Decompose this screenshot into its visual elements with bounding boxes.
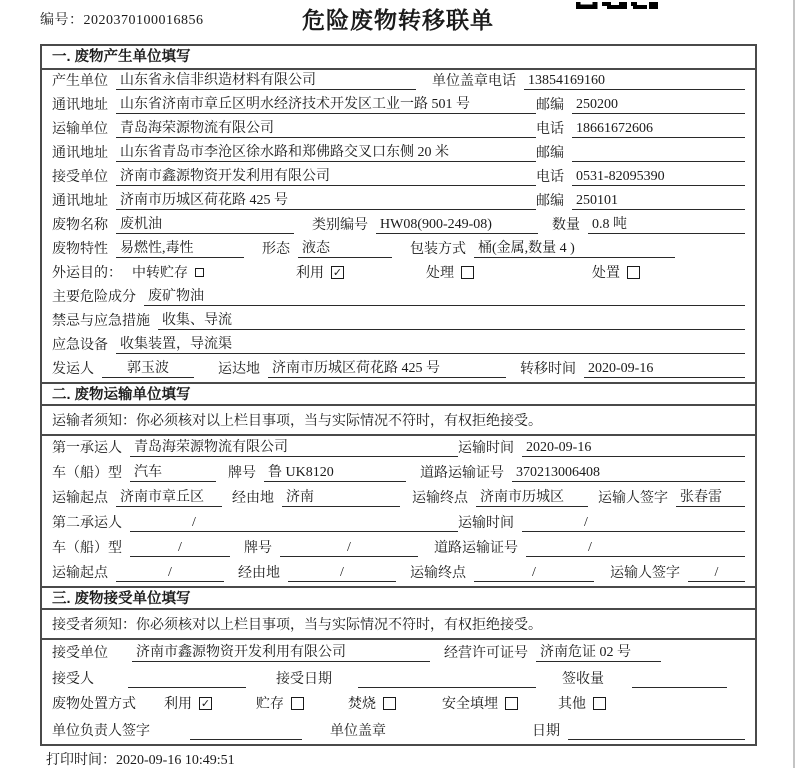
row-carrier2 (42, 511, 755, 536)
checkbox-storage (256, 693, 304, 713)
zip2-label: 邮编 (536, 146, 564, 161)
unit-seal-label: 单位盖章 (432, 74, 488, 89)
producer-value: 山东省永信非织造材料有限公司 (116, 69, 416, 90)
receiver-label: 接受单位 (52, 170, 108, 185)
addr1-value: 山东省济南市章丘区明水经济技术开发区工业一路 501 号 (116, 93, 536, 114)
origin1-label: 运输起点 (52, 491, 108, 506)
checkbox-treat-label: 处理 (426, 266, 454, 281)
permit2-label: 道路运输证号 (434, 541, 518, 556)
checkbox-storage-icon (291, 697, 304, 710)
doc-number-label: 编号： (40, 13, 84, 28)
hazard-label: 主要危险成分 (52, 290, 136, 305)
quantity-value: 0.8 吨 (588, 213, 745, 234)
checkbox-disposal-utilize-label: 利用 (164, 697, 192, 712)
accept-unit-value: 济南市鑫源物资开发利用有限公司 (132, 641, 430, 662)
checkbox-transit-storage-label: 中转贮存 (132, 266, 188, 281)
form-label: 形态 (262, 242, 290, 257)
row-acceptor (42, 666, 755, 692)
checkbox-utilize-label: 利用 (296, 266, 324, 281)
vehicle1-label: 车（船）型 (52, 466, 122, 481)
section3-header: 三. 废物接受单位填写 (42, 586, 755, 610)
checkbox-disposal-utilize-icon: ✓ (200, 696, 211, 710)
checkbox-dispose-icon (627, 266, 640, 279)
checkbox-other-icon (593, 697, 606, 710)
phone2-value: 18661672606 (572, 121, 745, 138)
vehicle2-value: / (130, 540, 230, 557)
acceptor-notice-text: 接受者须知：你必须核对以上栏目事项，当与实际情况不符时，有权拒绝接受。 (52, 618, 542, 633)
row-emergency-equipment (42, 334, 755, 358)
checkbox-other-label: 其他 (558, 697, 586, 712)
shipper-label: 发运人 (52, 362, 94, 377)
phone2-label: 电话 (536, 122, 564, 137)
row-transporter-address (42, 142, 755, 166)
permit2-value: / (526, 540, 745, 557)
page-title: 危险废物转移联单 (302, 7, 494, 33)
transporter-value: 青岛海荣源物流有限公司 (116, 117, 536, 138)
plate2-value: / (280, 540, 418, 557)
form-value: 液态 (298, 237, 392, 258)
origin2-value: / (116, 565, 224, 582)
qr-code-partial-icon (576, 0, 658, 9)
responsible-sign-value (190, 739, 302, 740)
waste-name-value: 废机油 (116, 213, 294, 234)
unit-seal2-label: 单位盖章 (330, 724, 386, 739)
dest-label: 运达地 (218, 362, 260, 377)
zip2-value (572, 161, 745, 162)
zip1-value: 250200 (572, 97, 745, 114)
row-waste-name (42, 214, 755, 238)
checkbox-incinerate-label: 焚烧 (348, 697, 376, 712)
checkbox-landfill-label: 安全填埋 (442, 697, 498, 712)
checkbox-utilize-icon: ✓ (332, 265, 343, 279)
disposal-label: 废物处置方式 (52, 697, 136, 712)
carrier2-label: 第二承运人 (52, 516, 122, 531)
row-vehicle1 (42, 461, 755, 486)
quantity-label: 数量 (552, 218, 580, 233)
plate2-label: 牌号 (244, 541, 272, 556)
checkbox-transit-storage-icon (195, 268, 204, 277)
receiver-value: 济南市鑫源物资开发利用有限公司 (116, 165, 536, 186)
phone1-label: 电话 (488, 74, 516, 89)
shipper-value: 郭玉波 (102, 357, 194, 378)
row-carrier1 (42, 436, 755, 461)
accept-date-label: 接受日期 (276, 672, 332, 687)
addr2-label: 通讯地址 (52, 146, 108, 161)
responsible-sign-label: 单位负责人签字 (52, 724, 150, 739)
row-producer (42, 70, 755, 94)
zip1-label: 邮编 (536, 98, 564, 113)
emergency-label: 禁忌与应急措施 (52, 314, 150, 329)
zip3-label: 邮编 (536, 194, 564, 209)
row-vehicle2 (42, 536, 755, 561)
row-receiver (42, 166, 755, 190)
checkbox-incinerate (348, 693, 396, 713)
transport-time1-label: 运输时间 (458, 441, 514, 456)
row-hazard-components (42, 286, 755, 310)
origin2-label: 运输起点 (52, 566, 108, 581)
license-value: 济南危证 02 号 (536, 641, 661, 662)
producer-label: 产生单位 (52, 74, 108, 89)
carrier1-label: 第一承运人 (52, 441, 122, 456)
acceptor-label: 接受人 (52, 672, 94, 687)
addr3-label: 通讯地址 (52, 194, 108, 209)
checkbox-treat (426, 262, 474, 282)
packing-value: 桶(金属,数量 4 ) (474, 237, 675, 258)
row-receiver-address (42, 190, 755, 214)
row-emergency-measures (42, 310, 755, 334)
print-time-value: 2020-09-16 10:49:51 (116, 753, 235, 768)
category-label: 类别编号 (312, 218, 368, 233)
section1-header: 一. 废物产生单位填写 (42, 46, 755, 70)
row-transfer-purpose (42, 262, 755, 286)
section2-header: 二. 废物运输单位填写 (42, 382, 755, 406)
checkbox-other (558, 693, 606, 713)
checkbox-utilize (296, 262, 344, 282)
via1-value: 济南 (282, 486, 400, 507)
phone3-value: 0531-82095390 (572, 169, 745, 186)
plate1-value: 鲁 UK8120 (264, 461, 406, 482)
end1-value: 济南市历城区 (476, 486, 588, 507)
manifest-form-table (40, 44, 757, 746)
sign1-label: 运输人签字 (598, 491, 668, 506)
origin1-value: 济南市章丘区 (116, 486, 222, 507)
end1-label: 运输终点 (412, 491, 468, 506)
row-responsible-sign (42, 718, 755, 744)
checkbox-transit-storage (132, 262, 204, 282)
row-accept-unit (42, 640, 755, 666)
trait-value: 易燃性,毒性 (116, 237, 244, 258)
checkbox-disposal-utilize (164, 693, 212, 713)
row-route1 (42, 486, 755, 511)
transporter-label: 运输单位 (52, 122, 108, 137)
acceptor-value (128, 687, 246, 688)
row-shipper (42, 358, 755, 382)
zip3-value: 250101 (572, 193, 745, 210)
equipment-label: 应急设备 (52, 338, 108, 353)
transport-time2-label: 运输时间 (458, 516, 514, 531)
checkbox-storage-label: 贮存 (256, 697, 284, 712)
vehicle1-value: 汽车 (130, 461, 216, 482)
page-right-edge (793, 0, 795, 768)
row-acceptor-notice (42, 610, 755, 640)
row-transporter-notice (42, 406, 755, 436)
via2-value: / (288, 565, 396, 582)
row-route2 (42, 561, 755, 586)
row-waste-trait (42, 238, 755, 262)
checkbox-incinerate-icon (383, 697, 396, 710)
accept-unit-label: 接受单位 (52, 646, 108, 661)
packing-label: 包装方式 (410, 242, 466, 257)
emergency-value: 收集、导流 (158, 309, 745, 330)
license-label: 经营许可证号 (444, 646, 528, 661)
row-disposal-method (42, 692, 755, 718)
addr1-label: 通讯地址 (52, 98, 108, 113)
received-qty-label: 签收量 (562, 672, 604, 687)
equipment-value: 收集装置，导流渠 (116, 333, 745, 354)
via1-label: 经由地 (232, 491, 274, 506)
checkbox-dispose-label: 处置 (592, 266, 620, 281)
sign1-value: 张春雷 (676, 486, 745, 507)
transport-time2-value: / (522, 515, 745, 532)
category-value: HW08(900-249-08) (376, 217, 538, 234)
row-transporter (42, 118, 755, 142)
checkbox-treat-icon (461, 266, 474, 279)
permit1-value: 370213006408 (512, 465, 745, 482)
vehicle2-label: 车（船）型 (52, 541, 122, 556)
plate1-label: 牌号 (228, 466, 256, 481)
addr2-value: 山东省青岛市李沧区徐水路和郑佛路交叉口东侧 20 米 (116, 141, 536, 162)
sign2-value: / (688, 565, 745, 582)
accept-date-value (358, 687, 536, 688)
carrier2-value: / (130, 515, 458, 532)
trait-label: 废物特性 (52, 242, 108, 257)
print-time (46, 749, 235, 768)
checkbox-landfill-icon (505, 697, 518, 710)
via2-label: 经由地 (238, 566, 280, 581)
waste-name-label: 废物名称 (52, 218, 108, 233)
end2-label: 运输终点 (410, 566, 466, 581)
transfer-time-label: 转移时间 (520, 362, 576, 377)
transfer-time-value: 2020-09-16 (584, 361, 745, 378)
received-qty-value (632, 687, 727, 688)
dest-value: 济南市历城区荷花路 425 号 (268, 357, 506, 378)
hazard-value: 废矿物油 (144, 285, 745, 306)
transport-time1-value: 2020-09-16 (522, 440, 745, 457)
checkbox-dispose (592, 262, 640, 282)
phone3-label: 电话 (536, 170, 564, 185)
carrier1-value: 青岛海荣源物流有限公司 (130, 436, 458, 457)
row-producer-address (42, 94, 755, 118)
phone1-value: 13854169160 (524, 73, 745, 90)
checkbox-landfill (442, 693, 518, 713)
addr3-value: 济南市历城区荷花路 425 号 (116, 189, 536, 210)
date-label: 日期 (532, 724, 560, 739)
end2-value: / (474, 565, 594, 582)
date-value (568, 739, 745, 740)
purpose-label: 外运目的： (52, 266, 122, 281)
print-time-label: 打印时间： (46, 753, 116, 768)
sign2-label: 运输人签字 (610, 566, 680, 581)
transporter-notice-text: 运输者须知：你必须核对以上栏目事项，当与实际情况不符时，有权拒绝接受。 (52, 414, 542, 429)
permit1-label: 道路运输证号 (420, 466, 504, 481)
doc-number-value: 2020370100016856 (83, 13, 204, 28)
